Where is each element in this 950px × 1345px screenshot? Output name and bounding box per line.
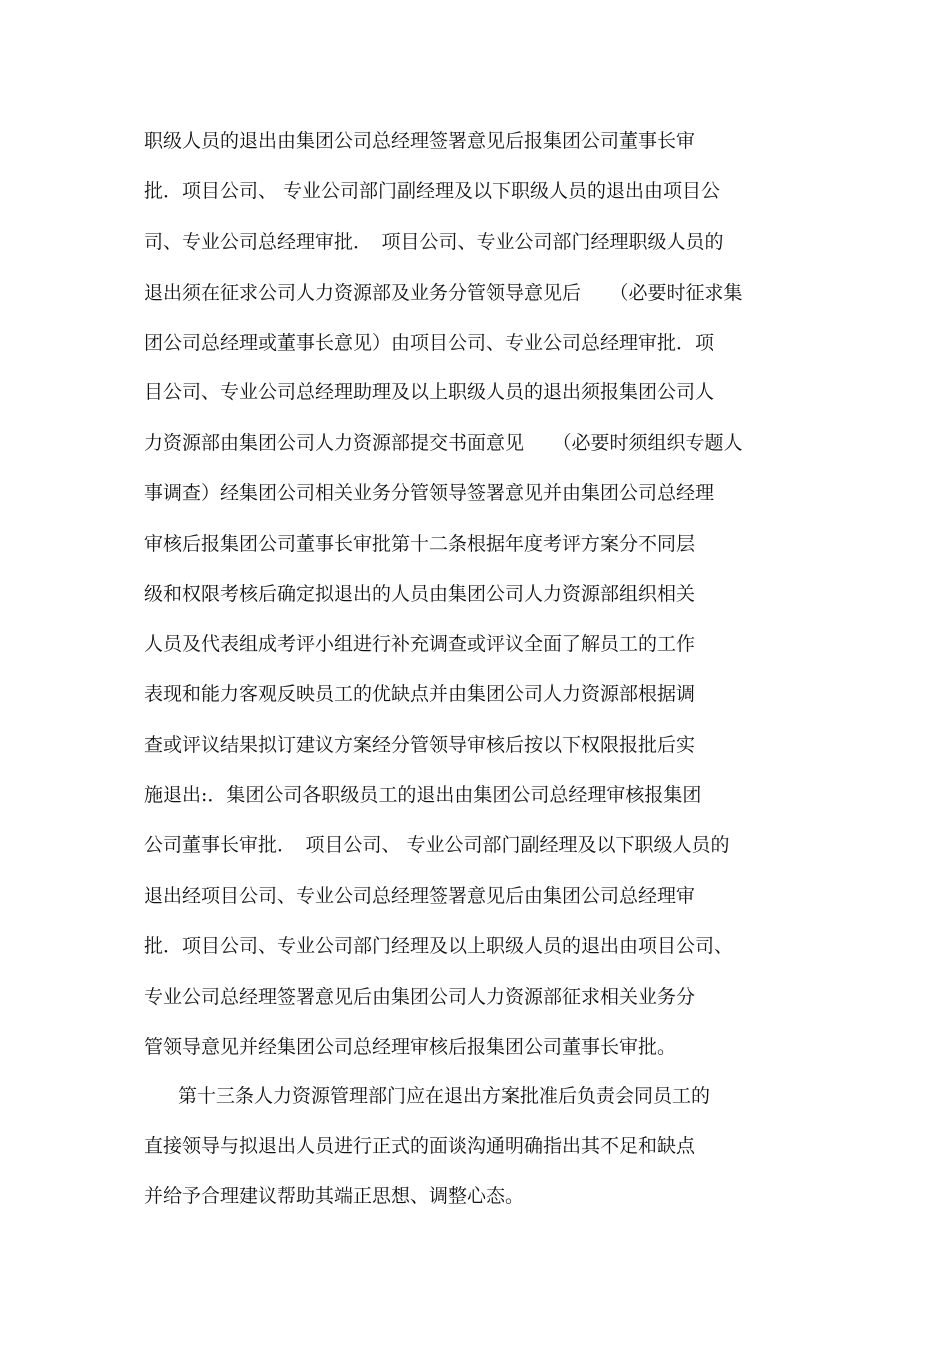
text-line: 职级人员的退出由集团公司总经理签署意见后报集团公司董事长审 xyxy=(144,130,696,152)
text-line: 审核后报集团公司董事长审批第十二条根据年度考评方案分不同层 xyxy=(144,533,696,555)
text-line: 查或评议结果拟订建议方案经分管领导审核后按以下权限报批后实 xyxy=(144,734,696,756)
text-line: 直接领导与拟退出人员进行正式的面谈沟通明确指出其不足和缺点 xyxy=(144,1135,696,1157)
text-line: 人员及代表组成考评小组进行补充调查或评议全面了解员工的工作 xyxy=(144,633,696,655)
text-line: 表现和能力客观反映员工的优缺点并由集团公司人力资源部根据调 xyxy=(144,683,696,705)
text-line: 管领导意见并经集团公司总经理审核后报集团公司董事长审批。 xyxy=(144,1036,677,1058)
text-line: 退出须在征求公司人力资源部及业务分管领导意见后 （必要时征求集 xyxy=(144,282,743,304)
text-line: 专业公司总经理签署意见后由集团公司人力资源部征求相关业务分 xyxy=(144,986,696,1008)
text-line: 公司董事长审批． 项目公司、 专业公司部门副经理及以下职级人员的 xyxy=(144,834,730,856)
text-line: 批．项目公司、专业公司部门经理及以上职级人员的退出由项目公司、 xyxy=(144,935,734,957)
text-line: 并给予合理建议帮助其端正思想、调整心态。 xyxy=(144,1185,525,1207)
text-line: 级和权限考核后确定拟退出的人员由集团公司人力资源部组织相关 xyxy=(144,583,696,605)
text-line: 力资源部由集团公司人力资源部提交书面意见 （必要时须组织专题人 xyxy=(144,432,743,454)
text-line: 退出经项目公司、专业公司总经理签署意见后由集团公司总经理审 xyxy=(144,885,696,907)
text-line: 施退出:．集团公司各职级员工的退出由集团公司总经理审核报集团 xyxy=(144,784,702,806)
text-line: 批．项目公司、 专业公司部门副经理及以下职级人员的退出由项目公 xyxy=(144,180,721,202)
paragraph-start-line: 第十三条人力资源管理部门应在退出方案批准后负责会同员工的 xyxy=(178,1085,711,1107)
text-line: 事调查）经集团公司相关业务分管领导签署意见并由集团公司总经理 xyxy=(144,482,715,504)
text-line: 目公司、专业公司总经理助理及以上职级人员的退出须报集团公司人 xyxy=(144,381,715,403)
text-line: 团公司总经理或董事长意见）由项目公司、专业公司总经理审批．项 xyxy=(144,332,715,354)
text-line: 司、专业公司总经理审批． 项目公司、专业公司部门经理职级人员的 xyxy=(144,231,724,253)
